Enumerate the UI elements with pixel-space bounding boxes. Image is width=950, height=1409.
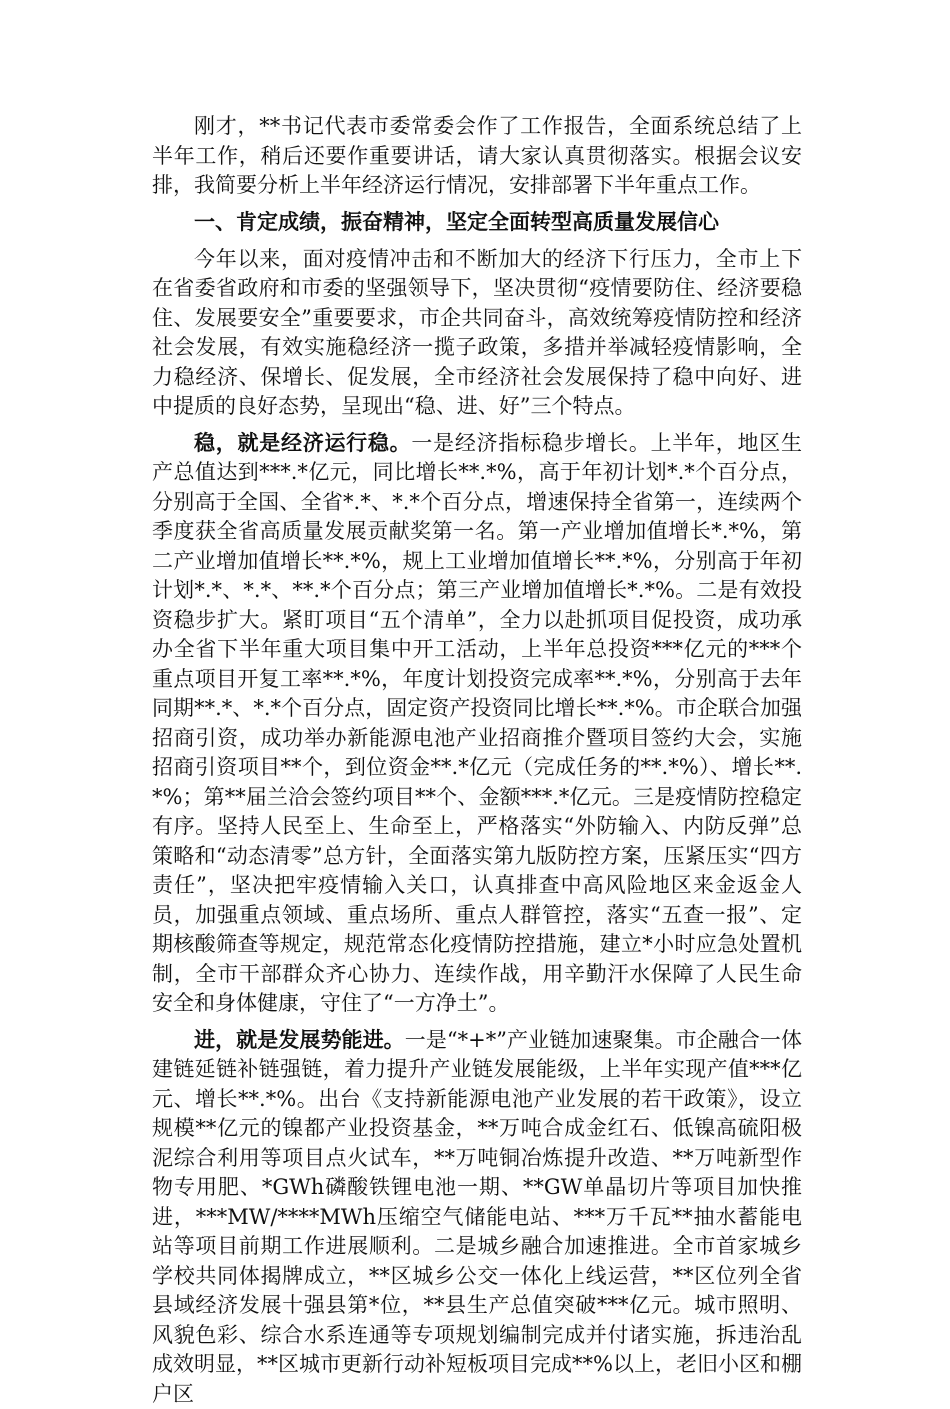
progress-body-text: 一是“*+*”产业链加速聚集。市企融合一体建链延链补链强链，着力提升产业链发展能级，上半年实现产值***亿元、增长**.*%。出台《支持新能源电池产业发展的若干政策》，设立规模**亿元的镍都产业投资基金，**万吨合成金红石、低镍高硫阳极泥综合利用等项目点火试车，**万吨铜冶炼提升改造、**万吨新型作物专用肥、*GWh磷酸铁锂电池一期、**GW单晶切片等项目加快推进，***MW/****MWh压缩空气储能电站、***万千瓦**抽水蓄能电站等项目前期工作进展顺利。二是城乡融合加速推进。全市首家城乡学校共同体揭牌成立，**区城乡公交一体化上线运营，**区位列全省县域经济发展十强县第*位，**县生产总值突破***亿元。城市照明、风貌色彩、综合水系连通等专项规划编制完成并付诸实施，拆违治乱成效明显，**区城市更新行动补短板项目完成**%以上，老旧小区和棚户区 bbox=[152, 1028, 802, 1406]
stable-lead-text: 稳，就是经济运行稳。 bbox=[194, 430, 411, 455]
intro-paragraph: 刚才，**书记代表市委常委会作了工作报告，全面系统总结了上半年工作，稍后还要作重要讲话，请大家认真贯彻落实。根据会议安排，我简要分析上半年经济运行情况，安排部署下半年重点工作。 bbox=[152, 112, 802, 201]
overview-paragraph: 今年以来，面对疫情冲击和不断加大的经济下行压力，全市上下在省委省政府和市委的坚强领导下，坚决贯彻“疫情要防住、经济要稳住、发展要安全”重要要求，市企共同奋斗，高效统筹疫情防控和经济社会发展，有效实施稳经济一揽子政策，多措并举减轻疫情影响，全力稳经济、保增长、促发展，全市经济社会发展保持了稳中向好、进中提质的良好态势，呈现出“稳、进、好”三个特点。 bbox=[152, 245, 802, 422]
progress-paragraph bbox=[152, 1025, 802, 1409]
stable-body-text: 一是经济指标稳步增长。上半年，地区生产总值达到***.*亿元，同比增长**.*%，高于年初计划*.*个百分点，分别高于全国、全省*.*、*.*个百分点，增速保持全省第一，连续两个季度获全省高质量发展贡献奖第一名。第一产业增加值增长*.*%，第二产业增加值增长**.*%，规上工业增加值增长**.*%，分别高于年初计划*.*、*.*、**.*个百分点；第三产业增加值增长*.*%。二是有效投资稳步扩大。紧盯项目“五个清单”，全力以赴抓项目促投资，成功承办全省下半年重大项目集中开工活动，上半年总投资***亿元的***个重点项目开复工率**.*%，年度计划投资完成率**.*%，分别高于去年同期**.*、*.*个百分点，固定资产投资同比增长**.*%。市企联合加强招商引资，成功举办新能源电池产业招商推介暨项目签约大会，实施招商引资项目**个，到位资金**.*亿元（完成任务的**.*%）、增长**.*%；第**届兰洽会签约项目**个、金额***.*亿元。三是疫情防控稳定有序。坚持人民至上、生命至上，严格落实“外防输入、内防反弹”总策略和“动态清零”总方针，全面落实第九版防控方案，压紧压实“四方责任”，坚决把牢疫情输入关口，认真排查中高风险地区来金返金人员，加强重点领域、重点场所、重点人群管控，落实“五查一报”、定期核酸筛查等规定，规范常态化疫情防控措施，建立*小时应急处置机制，全市干部群众齐心协力、连续作战，用辛勤汗水保障了人民生命安全和身体健康，守住了“一方净土”。 bbox=[152, 431, 802, 1016]
document-page bbox=[152, 112, 802, 1409]
section-heading: 一、肯定成绩，振奋精神，坚定全面转型高质量发展信心 bbox=[152, 207, 802, 237]
progress-lead-text: 进，就是发展势能进。 bbox=[194, 1027, 405, 1052]
stable-paragraph bbox=[152, 428, 802, 1019]
